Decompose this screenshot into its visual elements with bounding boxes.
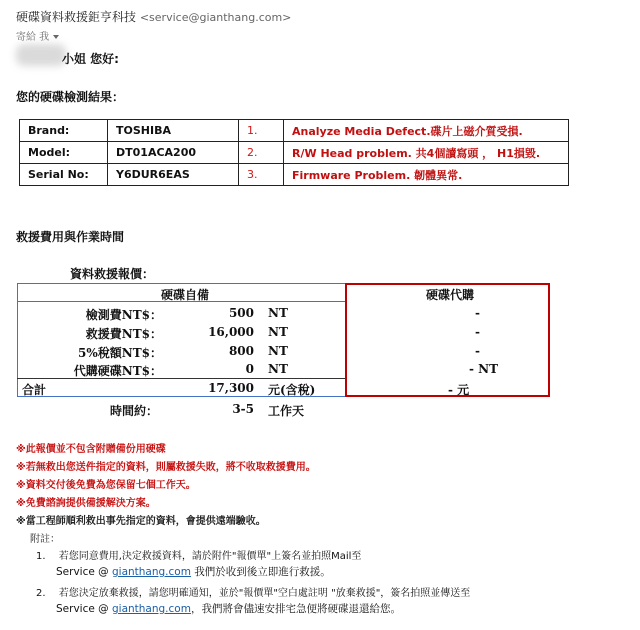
issue-text: Firmware Problem. 韌體異常. <box>284 164 569 186</box>
redacted-name <box>16 44 66 66</box>
appendix-text: 若您同意費用,決定救援資料，請於附件"報價單"上簽名並拍照Mail至 <box>58 551 362 562</box>
note-item: ※若無救出您送件指定的資料，則屬救援失敗，將不收取救援費用。 <box>16 462 316 473</box>
quote-row-amount: 16,000 <box>208 325 254 339</box>
issue-text: Analyze Media Defect.碟片上磁介質受損. <box>284 120 569 142</box>
appendix-pre: Service @ <box>56 566 112 578</box>
quote-row-label: 檢測費NT$： <box>85 308 162 322</box>
appendix-text: 若您決定放棄救援，請您明確通知，並於"報價單"空白處註明 "放棄救援"，簽名拍照並傳送至 <box>58 588 471 599</box>
note-item: ※當工程師順利救出事先指定的資料，會提供遠端驗收。 <box>16 516 266 527</box>
disk-info-table <box>19 119 569 186</box>
disk-value: DT01ACA200 <box>108 142 239 164</box>
appendix-post: 我們於收到後立即進行救援。 <box>190 566 331 578</box>
greeting: 小姐 您好: <box>62 52 119 66</box>
chevron-down-icon[interactable] <box>53 35 59 39</box>
recipient-line[interactable] <box>16 28 59 43</box>
email-link[interactable]: gianthang.com <box>111 566 191 578</box>
quote-row-amount: 500 <box>228 306 254 320</box>
appendix-item-2 <box>36 584 470 599</box>
appendix-item-1 <box>36 547 361 562</box>
quote-row-unit: NT <box>268 306 288 320</box>
disk-value: TOSHIBA <box>108 120 239 142</box>
quote-row-buy: - <box>475 344 480 358</box>
appendix-number: 1. <box>36 551 46 562</box>
quote-row-unit: NT <box>268 362 288 376</box>
result-heading: 您的硬碟檢測結果： <box>16 90 125 104</box>
quote-row-buy: - NT <box>468 362 498 376</box>
quote-row-label: 代購硬碟NT$： <box>73 364 162 378</box>
quote-row-label: 救援費NT$： <box>85 327 162 341</box>
table-row <box>20 120 569 142</box>
disk-label: Serial No: <box>20 164 108 186</box>
quote-row-label: 5%稅額NT$： <box>77 346 162 360</box>
appendix-label: 附註： <box>30 534 60 545</box>
table-row <box>20 142 569 164</box>
quote-row-buy: - <box>475 306 480 320</box>
sender-email: <service@gianthang.com> <box>139 11 292 24</box>
quote-row-buy: - <box>475 325 480 339</box>
total-unit: 元(含稅) <box>268 383 316 397</box>
total-amount: 17,300 <box>208 381 254 395</box>
sender-name[interactable]: 硬碟資料救援鉅亨科技 <box>16 10 137 24</box>
issue-number: 2. <box>239 142 284 164</box>
quote-row-amount: 0 <box>245 362 254 376</box>
sender-line <box>16 8 291 25</box>
recipient-label: 寄給 我 <box>16 32 50 43</box>
appendix-pre: Service @ <box>56 603 112 615</box>
quote-title: 資料救援報價： <box>70 267 155 281</box>
appendix-number: 2. <box>36 588 46 599</box>
time-value: 3-5 <box>232 402 254 416</box>
col-own-header: 硬碟自備 <box>160 288 209 302</box>
quote-row-unit: NT <box>268 344 288 358</box>
issue-text: R/W Head problem. 共4個讀寫頭 ， H1損毀. <box>284 142 569 164</box>
disk-value: Y6DUR6EAS <box>108 164 239 186</box>
note-item: ※免費諮詢提供備援解決方案。 <box>16 498 156 509</box>
quote-row-amount: 800 <box>228 344 254 358</box>
issue-number: 3. <box>239 164 284 186</box>
quote-row-unit: NT <box>268 325 288 339</box>
cost-heading: 救援費用與作業時間 <box>16 230 125 244</box>
total-label: 合計 <box>22 383 47 397</box>
note-item: ※此報價並不包含附贈備份用硬碟 <box>16 444 166 455</box>
col-buy-header: 硬碟代購 <box>425 288 474 302</box>
disk-label: Brand: <box>20 120 108 142</box>
disk-label: Model: <box>20 142 108 164</box>
email-link[interactable]: gianthang.com <box>111 603 191 615</box>
appendix-post: ，我們將會儘速安排宅急便將硬碟退還給您。 <box>190 603 401 615</box>
total-buy: - 元 <box>448 383 470 397</box>
note-item: ※資料交付後免費為您保留七個工作天。 <box>16 480 196 491</box>
appendix-item-1-line2 <box>56 564 331 579</box>
table-row <box>20 164 569 186</box>
time-label: 時間約： <box>110 404 159 418</box>
appendix-item-2-line2 <box>56 601 401 616</box>
issue-number: 1. <box>239 120 284 142</box>
time-unit: 工作天 <box>268 404 305 418</box>
